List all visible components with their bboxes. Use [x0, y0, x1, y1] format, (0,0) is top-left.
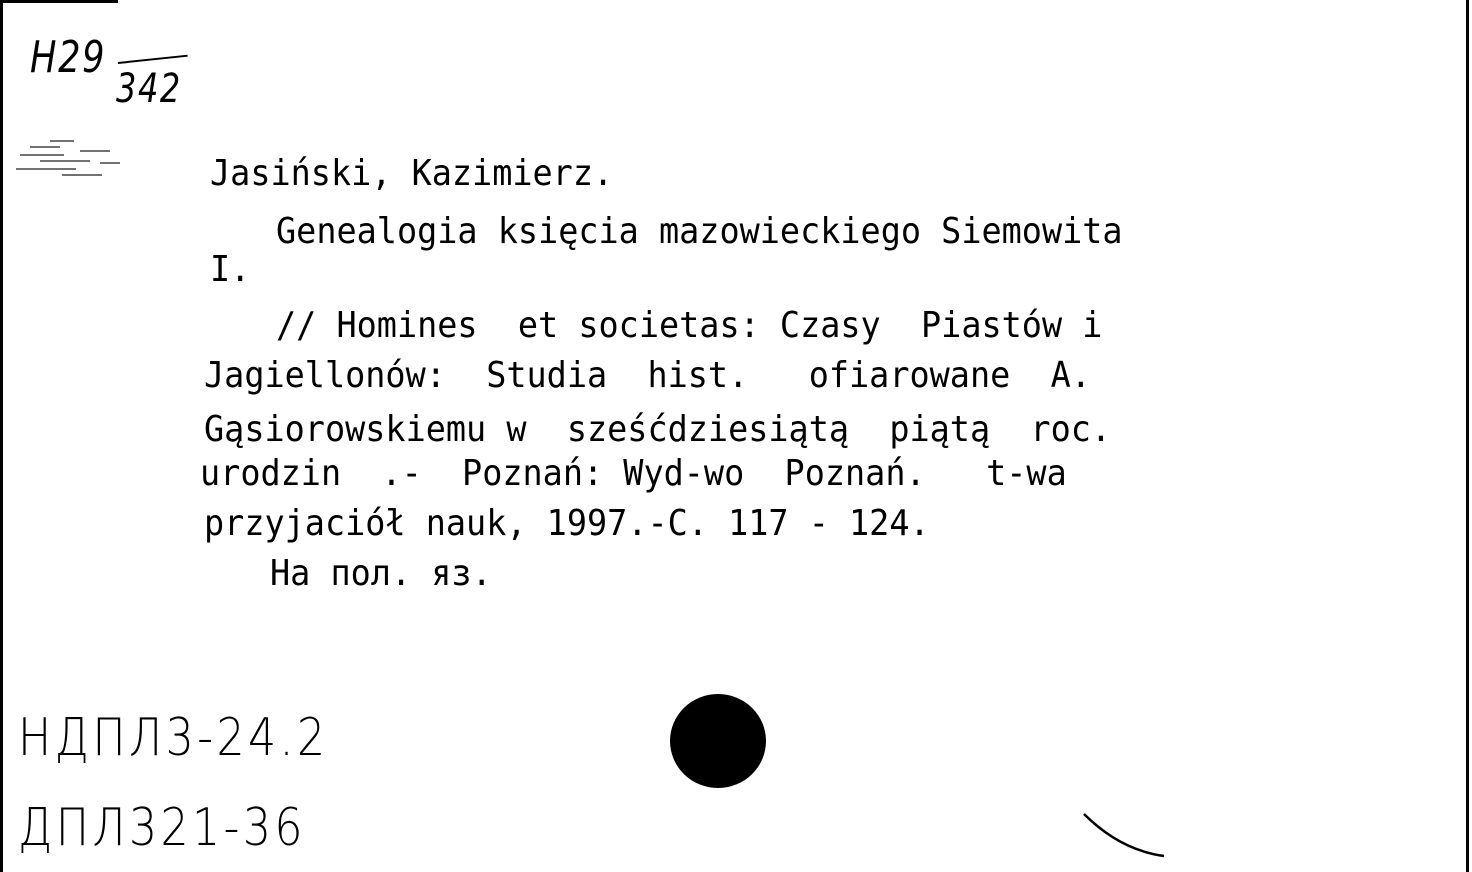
entry-source-line-5: przyjaciół nauk, 1997.-C. 117 - 124. — [204, 503, 930, 544]
entry-source-line-2: Jagiellonów: Studia hist. ofiarowane A. — [204, 355, 1091, 396]
shelfmark-sub: 342 — [116, 66, 182, 112]
card-top-edge — [0, 0, 118, 3]
shelfmark-fraction-bar — [118, 55, 188, 64]
classification-code-1: НДПЛ3-24.2 — [18, 708, 329, 768]
shelfmark-main: H29 — [30, 32, 107, 83]
entry-source-line-1: // Homines et societas: Czasy Piastów i — [276, 305, 1103, 346]
entry-author: Jasiński, Kazimierz. — [210, 153, 614, 194]
card-punch-hole — [670, 694, 766, 788]
entry-source-line-4: urodzin .- Poznań: Wyd-wo Poznań. t-wa — [200, 453, 1067, 494]
card-right-edge — [1466, 0, 1469, 872]
classification-code-2: ДПЛ321-36 — [18, 798, 306, 858]
entry-source-line-3: Gąsiorowskiemu w sześćdziesiątą piątą roc. — [204, 409, 1112, 450]
card-left-edge — [0, 0, 3, 872]
scan-noise-mark — [10, 128, 140, 188]
entry-title-line-2: I. — [210, 249, 251, 290]
pencil-stroke-mark — [1080, 806, 1170, 866]
entry-title-line-1: Genealogia księcia mazowieckiego Siemowita — [276, 211, 1123, 252]
entry-language-note: На пол. яз. — [270, 553, 492, 594]
